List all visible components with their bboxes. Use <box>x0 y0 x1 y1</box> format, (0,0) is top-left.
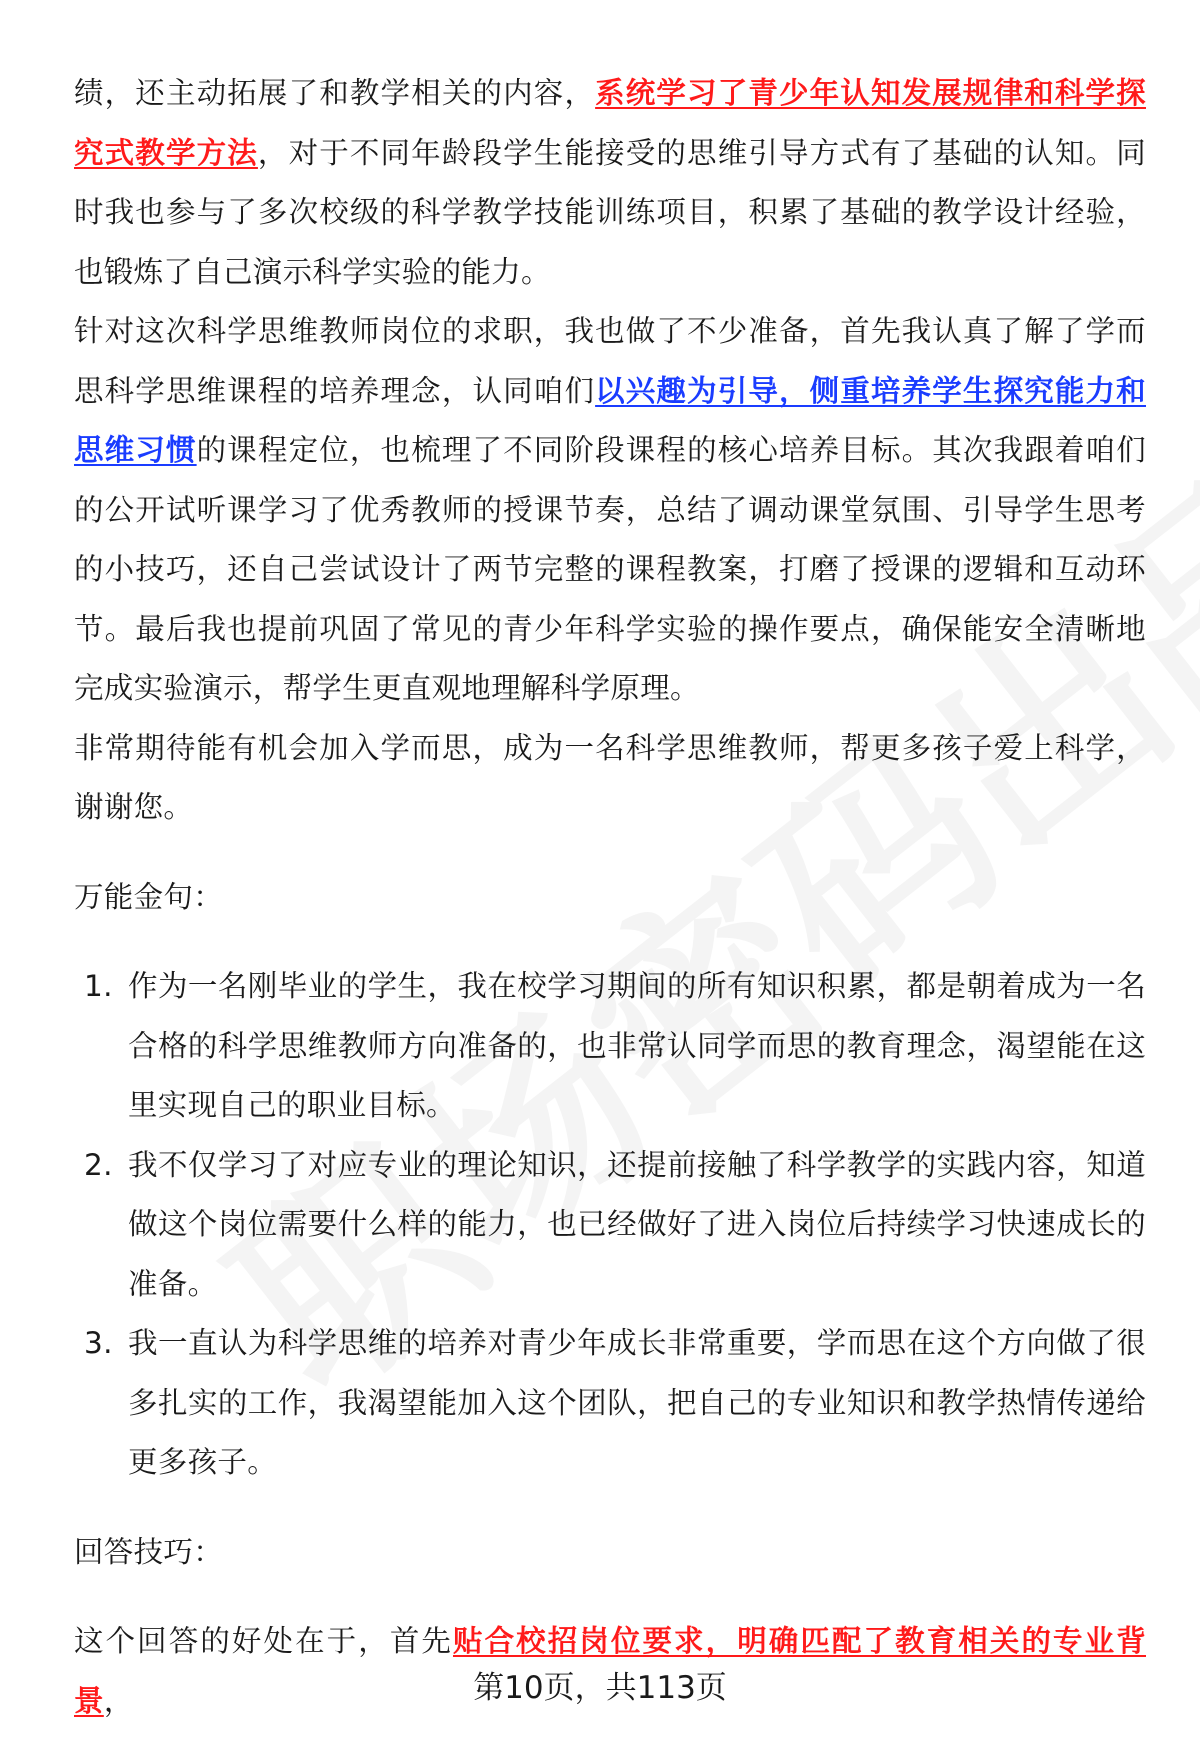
paragraph-preparation <box>74 302 1146 719</box>
page-number-footer: 第10页，共113页 <box>473 1670 727 1706</box>
highlight-red: 系统学习了青少年认知发展规律和科学探究式教学方法 <box>74 76 1146 170</box>
highlight-red: 贴合校招岗位要求，明确匹配了教育相关的专业背景 <box>74 1624 1146 1718</box>
paragraph-text: 针对这次科学思维教师岗位的求职，我也做了不少准备，首先我认真了解了学而思科学思维课程的培养理念，认同咱们 <box>74 314 1146 408</box>
section-heading-golden-quotes: 万能金句： <box>74 879 224 914</box>
highlight-blue: 以兴趣为引导，侧重培养学生探究能力和思维习惯 <box>74 373 1146 467</box>
paragraph-text: 的课程定位，也梳理了不同阶段课程的核心培养目标。其次我跟着咱们的公开试听课学习了优秀教师的授课节奏，总结了调动课堂氛围、引导学生思考的小技巧，还自己尝试设计了两节完整的课程教案，打磨了授课的逻辑和互动环节。最后我也提前巩固了常见的青少年科学实验的操作要点，确保能安全清晰地完成实验演示，帮学生更直观地理解科学原理。 <box>74 433 1146 705</box>
list-item-text: 我一直认为科学思维的培养对青少年成长非常重要，学而思在这个方向做了很多扎实的工作，我渴望能加入这个团队，把自己的专业知识和教学热情传递给更多孩子。 <box>128 1326 1146 1479</box>
list-item-number: 3. <box>84 1326 113 1360</box>
list-item <box>74 1136 1146 1315</box>
paragraph-text: 这个回答的好处在于，首先 <box>74 1624 453 1658</box>
list-item <box>74 957 1146 1136</box>
list-item-number: 2. <box>84 1147 113 1182</box>
paragraph-experience <box>74 64 1146 302</box>
list-item <box>74 1314 1146 1493</box>
section-heading-tips: 回答技巧： <box>74 1534 224 1569</box>
paragraph-text: 绩，还主动拓展了和教学相关的内容， <box>74 76 596 110</box>
paragraph-text: ， <box>103 1683 134 1718</box>
list-item-text: 作为一名刚毕业的学生，我在校学习期间的所有知识积累，都是朝着成为一名合格的科学思维教师方向准备的，也非常认同学而思的教育理念，渴望能在这里实现自己的职业目标。 <box>128 969 1146 1122</box>
paragraph-closing: 非常期待能有机会加入学而思，成为一名科学思维教师，帮更多孩子爱上科学，谢谢您。 <box>74 730 1146 824</box>
document-body <box>74 64 1146 1731</box>
golden-quotes-list <box>74 957 1146 1493</box>
list-item-text: 我不仅学习了对应专业的理论知识，还提前接触了科学教学的实践内容，知道做这个岗位需要什么样的能力，也已经做好了进入岗位后持续学习快速成长的准备。 <box>128 1147 1146 1301</box>
list-item-number: 1. <box>84 969 113 1003</box>
paragraph-text: ，对于不同年龄段学生能接受的思维引导方式有了基础的认知。同时我也参与了多次校级的科学教学技能训练项目，积累了基础的教学设计经验，也锻炼了自己演示科学实验的能力。 <box>74 135 1146 289</box>
